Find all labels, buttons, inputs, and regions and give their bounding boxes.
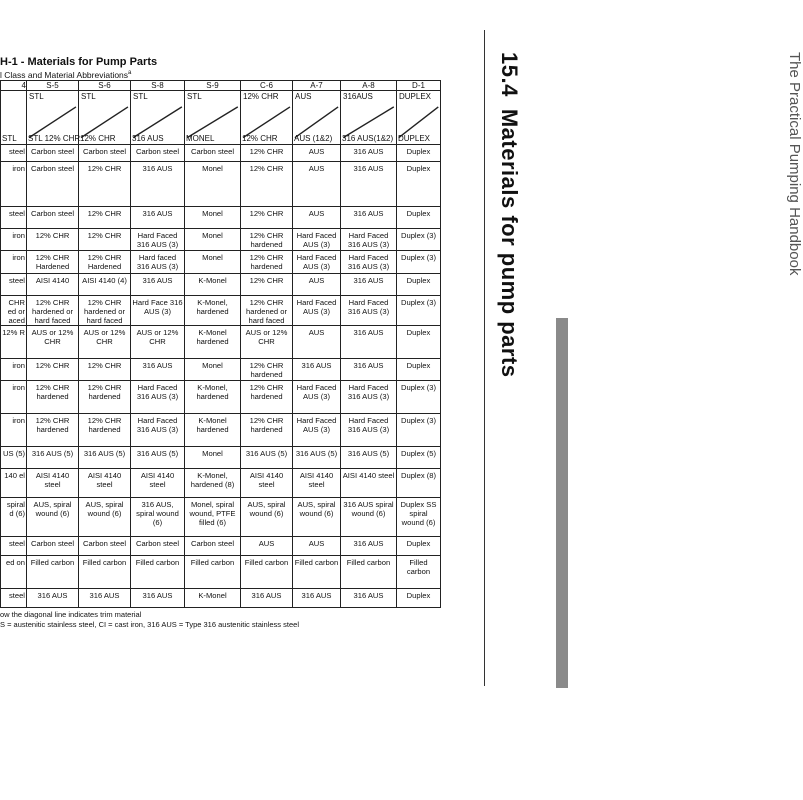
table-cell: Monel, spiral wound, PTFE filled (6)	[185, 498, 241, 537]
table-cell: 12% CHR hardened	[79, 381, 131, 414]
table-cell: 316 AUS	[131, 207, 185, 229]
table-cell: 316 AUS	[341, 359, 397, 381]
table-cell: Duplex SS spiral wound (6)	[397, 498, 441, 537]
table-row	[1, 589, 441, 608]
table-cell: 316 AUS	[131, 162, 185, 207]
table-row	[1, 229, 441, 251]
material-abbreviation-cell	[185, 91, 241, 145]
table-cell: 12% R	[1, 326, 27, 359]
table-cell: 316 AUS	[241, 589, 293, 608]
table-cell: AUS or 12% CHR	[131, 326, 185, 359]
table-cell: K-Monel	[185, 274, 241, 296]
material-abbreviation-cell	[1, 91, 27, 145]
table-cell: 12% CHR	[241, 145, 293, 162]
class-code-cell: S-8	[131, 81, 185, 91]
table-cell: Hard Faced AUS (3)	[293, 381, 341, 414]
table-cell: steel	[1, 537, 27, 556]
table-cell: Hard faced 316 AUS (3)	[131, 251, 185, 274]
table-cell: AUS	[293, 326, 341, 359]
material-trim-label: MONEL	[186, 134, 215, 143]
table-cell: steel	[1, 145, 27, 162]
table-cell: K-Monel, hardened	[185, 296, 241, 326]
table-cell: 12% CHR	[241, 162, 293, 207]
table-cell: 316 AUS	[341, 537, 397, 556]
table-cell: iron	[1, 359, 27, 381]
table-cell: 12% CHR hardened or hard faced	[241, 296, 293, 326]
table-cell: AISI 4140 (4)	[79, 274, 131, 296]
table-cell: 12% CHR hardened	[79, 414, 131, 447]
table-cell: Filled carbon	[397, 556, 441, 589]
table-cell: AISI 4140	[27, 274, 79, 296]
table-cell: 12% CHR hardened or hard faced	[79, 296, 131, 326]
table-cell: 12% CHR hardened	[241, 414, 293, 447]
table-cell: Carbon steel	[79, 537, 131, 556]
table-cell: 12% CHR hardened	[241, 381, 293, 414]
table-cell: steel	[1, 207, 27, 229]
table-cell: Filled carbon	[131, 556, 185, 589]
table-cell: 12% CHR hardened	[27, 381, 79, 414]
table-cell: Hard Faced AUS (3)	[293, 251, 341, 274]
table-subtitle-footnote-mark: a	[128, 70, 132, 77]
footnote-1: ow the diagonal line indicates trim material	[0, 610, 142, 619]
material-trim-label: 12% CHR	[80, 134, 116, 143]
table-cell: 12% CHR	[241, 274, 293, 296]
table-row	[1, 414, 441, 447]
table-cell: AUS	[293, 207, 341, 229]
table-cell: Duplex (3)	[397, 296, 441, 326]
material-trim-label: 316 AUS	[132, 134, 164, 143]
section-heading	[496, 52, 522, 378]
table-cell: 316 AUS	[341, 145, 397, 162]
material-abbreviation-cell	[293, 91, 341, 145]
table-cell: 316 AUS	[341, 326, 397, 359]
class-code-cell: 4	[1, 81, 27, 91]
table-cell: 316 AUS spiral wound (6)	[341, 498, 397, 537]
material-case-label: STL	[29, 92, 44, 101]
table-cell: Carbon steel	[27, 537, 79, 556]
table-cell: Carbon steel	[131, 537, 185, 556]
table-cell: Carbon steel	[79, 145, 131, 162]
table-row	[1, 556, 441, 589]
table-cell: CHR ed or aced	[1, 296, 27, 326]
table-cell: Carbon steel	[27, 145, 79, 162]
table-cell: US (5)	[1, 447, 27, 469]
table-cell: 140 el	[1, 469, 27, 498]
table-cell: AUS, spiral wound (6)	[241, 498, 293, 537]
class-code-cell: S-6	[79, 81, 131, 91]
table-cell: 316 AUS	[293, 359, 341, 381]
table-row	[1, 498, 441, 537]
table-cell: Duplex (8)	[397, 469, 441, 498]
material-abbreviation-cell	[27, 91, 79, 145]
table-cell: 316 AUS (5)	[341, 447, 397, 469]
table-cell: 12% CHR Hardened	[27, 251, 79, 274]
material-trim-label: STL 12% CHR	[28, 134, 81, 143]
table-cell: 12% CHR	[27, 229, 79, 251]
table-cell: iron	[1, 381, 27, 414]
section-title: Materials for pump parts	[497, 108, 522, 378]
table-cell: K-Monel, hardened	[185, 381, 241, 414]
material-case-label: 12% CHR	[243, 92, 279, 101]
table-cell: AISI 4140 steel	[241, 469, 293, 498]
material-case-label: STL	[133, 92, 148, 101]
table-cell: AUS	[293, 145, 341, 162]
class-code-cell: S-5	[27, 81, 79, 91]
table-row	[1, 359, 441, 381]
table-cell: K-Monel hardened	[185, 414, 241, 447]
material-abbreviation-cell	[397, 91, 441, 145]
material-trim-label: AUS (1&2)	[294, 134, 333, 143]
table-row	[1, 296, 441, 326]
material-trim-label: DUPLEX	[398, 134, 431, 143]
table-cell: 12% CHR	[79, 359, 131, 381]
table-cell: AUS, spiral wound (6)	[79, 498, 131, 537]
table-cell: 12% CHR	[79, 162, 131, 207]
table-row	[1, 162, 441, 207]
table-cell: iron	[1, 251, 27, 274]
table-cell: 316 AUS	[131, 359, 185, 381]
class-code-cell: C-6	[241, 81, 293, 91]
table-cell: 12% CHR Hardened	[79, 251, 131, 274]
table-cell: 316 AUS	[341, 589, 397, 608]
table-cell: Monel	[185, 359, 241, 381]
table-cell: Duplex	[397, 589, 441, 608]
table-cell: Duplex (5)	[397, 447, 441, 469]
table-cell: AISI 4140 steel	[131, 469, 185, 498]
table-cell: 12% CHR hardened	[241, 229, 293, 251]
table-cell: iron	[1, 229, 27, 251]
table-cell: AUS	[241, 537, 293, 556]
table-cell: AUS	[293, 537, 341, 556]
table-row	[1, 326, 441, 359]
rail-divider-line	[484, 30, 485, 686]
table-cell: 316 AUS	[293, 589, 341, 608]
book-title: The Practical Pumping Handbook	[786, 52, 803, 276]
table-cell: Filled carbon	[79, 556, 131, 589]
table-cell: Hard Faced 316 AUS (3)	[341, 296, 397, 326]
table-cell: 12% CHR hardened	[27, 414, 79, 447]
material-case-label: STL	[187, 92, 202, 101]
table-cell: Hard Faced 316 AUS (3)	[341, 251, 397, 274]
table-cell: 316 AUS	[79, 589, 131, 608]
table-cell: Monel	[185, 162, 241, 207]
table-cell: AUS	[293, 162, 341, 207]
table-cell: 316 AUS (5)	[293, 447, 341, 469]
table-cell: AUS	[293, 274, 341, 296]
table-cell: Carbon steel	[27, 207, 79, 229]
table-cell: AUS, spiral wound (6)	[293, 498, 341, 537]
table-cell: Monel	[185, 229, 241, 251]
table-row	[1, 447, 441, 469]
table-title: H-1 - Materials for Pump Parts	[0, 56, 158, 68]
table-cell: Filled carbon	[241, 556, 293, 589]
table-row	[1, 537, 441, 556]
table-cell: Duplex	[397, 359, 441, 381]
material-abbreviation-cell	[79, 91, 131, 145]
table-cell: Hard Faced 316 AUS (3)	[341, 381, 397, 414]
table-cell: Filled carbon	[341, 556, 397, 589]
class-code-cell: S-9	[185, 81, 241, 91]
table-cell: 12% CHR	[241, 207, 293, 229]
table-cell: Filled carbon	[185, 556, 241, 589]
table-cell: Monel	[185, 251, 241, 274]
table-cell: 316 AUS	[341, 274, 397, 296]
table-cell: Monel	[185, 207, 241, 229]
table-cell: Duplex	[397, 145, 441, 162]
table-cell: Monel	[185, 447, 241, 469]
table-cell: Hard Faced AUS (3)	[293, 296, 341, 326]
table-cell: Hard Faced AUS (3)	[293, 414, 341, 447]
material-abbreviation-cell	[131, 91, 185, 145]
table-cell: 12% CHR hardened or hard faced	[27, 296, 79, 326]
table-cell: Duplex	[397, 162, 441, 207]
table-cell: 316 AUS	[27, 589, 79, 608]
table-cell: AUS, spiral wound (6)	[27, 498, 79, 537]
table-cell: Hard Faced 316 AUS (3)	[341, 229, 397, 251]
material-case-label: 316AUS	[343, 92, 373, 101]
table-cell: AISI 4140 steel	[79, 469, 131, 498]
table-cell: AISI 4140 steel	[27, 469, 79, 498]
table-subtitle	[0, 70, 131, 80]
table-cell: Duplex (3)	[397, 381, 441, 414]
table-cell: Carbon steel	[131, 145, 185, 162]
table-cell: 316 AUS	[131, 274, 185, 296]
table-cell: Filled carbon	[293, 556, 341, 589]
material-case-label: AUS	[295, 92, 312, 101]
table-cell: Hard Faced 316 AUS (3)	[341, 414, 397, 447]
material-case-label: DUPLEX	[399, 92, 432, 101]
class-code-cell: A-8	[341, 81, 397, 91]
table-cell: Carbon steel	[27, 162, 79, 207]
class-code-cell: D-1	[397, 81, 441, 91]
table-cell: 316 AUS (5)	[27, 447, 79, 469]
table-cell: AUS or 12% CHR	[241, 326, 293, 359]
table-row	[1, 469, 441, 498]
table-cell: Hard Faced 316 AUS (3)	[131, 381, 185, 414]
table-cell: Duplex	[397, 537, 441, 556]
table-cell: steel	[1, 589, 27, 608]
table-cell: Carbon steel	[185, 145, 241, 162]
table-cell: 316 AUS, spiral wound (6)	[131, 498, 185, 537]
table-cell: Hard Faced 316 AUS (3)	[131, 229, 185, 251]
table-cell: Hard Faced 316 AUS (3)	[131, 414, 185, 447]
table-cell: K-Monel hardened	[185, 326, 241, 359]
table-cell: ed on	[1, 556, 27, 589]
material-trim-label: 12% CHR	[242, 134, 278, 143]
section-number: 15.4	[497, 52, 522, 97]
table-cell: 316 AUS (5)	[131, 447, 185, 469]
table-cell: 12% CHR	[27, 359, 79, 381]
table-cell: AISI 4140 steel	[293, 469, 341, 498]
material-case-label: STL	[81, 92, 96, 101]
table-cell: 316 AUS	[341, 162, 397, 207]
table-cell: Hard Face 316 AUS (3)	[131, 296, 185, 326]
table-cell: 316 AUS	[131, 589, 185, 608]
table-cell: Carbon steel	[185, 537, 241, 556]
material-abbreviation-cell	[241, 91, 293, 145]
chapter-tab-bar	[556, 318, 568, 688]
class-code-row	[1, 81, 441, 91]
table-cell: 12% CHR	[79, 207, 131, 229]
table-row	[1, 145, 441, 162]
table-row	[1, 207, 441, 229]
material-abbreviation-cell	[341, 91, 397, 145]
table-subtitle-text: l Class and Material Abbreviations	[0, 70, 129, 80]
table-cell: AISI 4140 steel	[341, 469, 397, 498]
materials-table	[0, 80, 441, 608]
table-row	[1, 381, 441, 414]
table-cell: iron	[1, 162, 27, 207]
table-cell: Hard Faced AUS (3)	[293, 229, 341, 251]
material-abbreviation-row	[1, 91, 441, 145]
table-cell: 316 AUS (5)	[79, 447, 131, 469]
table-cell: 12% CHR hardened	[241, 251, 293, 274]
table-cell: 12% CHR hardened	[241, 359, 293, 381]
footnote-2: S = austenitic stainless steel, CI = cast iron, 316 AUS = Type 316 austenitic stainless steel	[0, 620, 299, 629]
material-trim-label: 316 AUS(1&2)	[342, 134, 394, 143]
material-trim-label: STL	[2, 134, 17, 143]
table-cell: 12% CHR	[79, 229, 131, 251]
table-cell: steel	[1, 274, 27, 296]
table-cell: Duplex (3)	[397, 414, 441, 447]
table-cell: Duplex (3)	[397, 229, 441, 251]
table-cell: AUS or 12% CHR	[79, 326, 131, 359]
table-cell: Filled carbon	[27, 556, 79, 589]
table-cell: Duplex	[397, 207, 441, 229]
table-cell: Duplex (3)	[397, 251, 441, 274]
table-cell: K-Monel	[185, 589, 241, 608]
class-code-cell: A-7	[293, 81, 341, 91]
table-cell: 316 AUS (5)	[241, 447, 293, 469]
table-cell: spiral d (6)	[1, 498, 27, 537]
table-cell: AUS or 12% CHR	[27, 326, 79, 359]
table-cell: Duplex	[397, 274, 441, 296]
table-row	[1, 251, 441, 274]
table-cell: K-Monel, hardened (8)	[185, 469, 241, 498]
table-cell: iron	[1, 414, 27, 447]
table-cell: 316 AUS	[341, 207, 397, 229]
table-cell: Duplex	[397, 326, 441, 359]
table-row	[1, 274, 441, 296]
